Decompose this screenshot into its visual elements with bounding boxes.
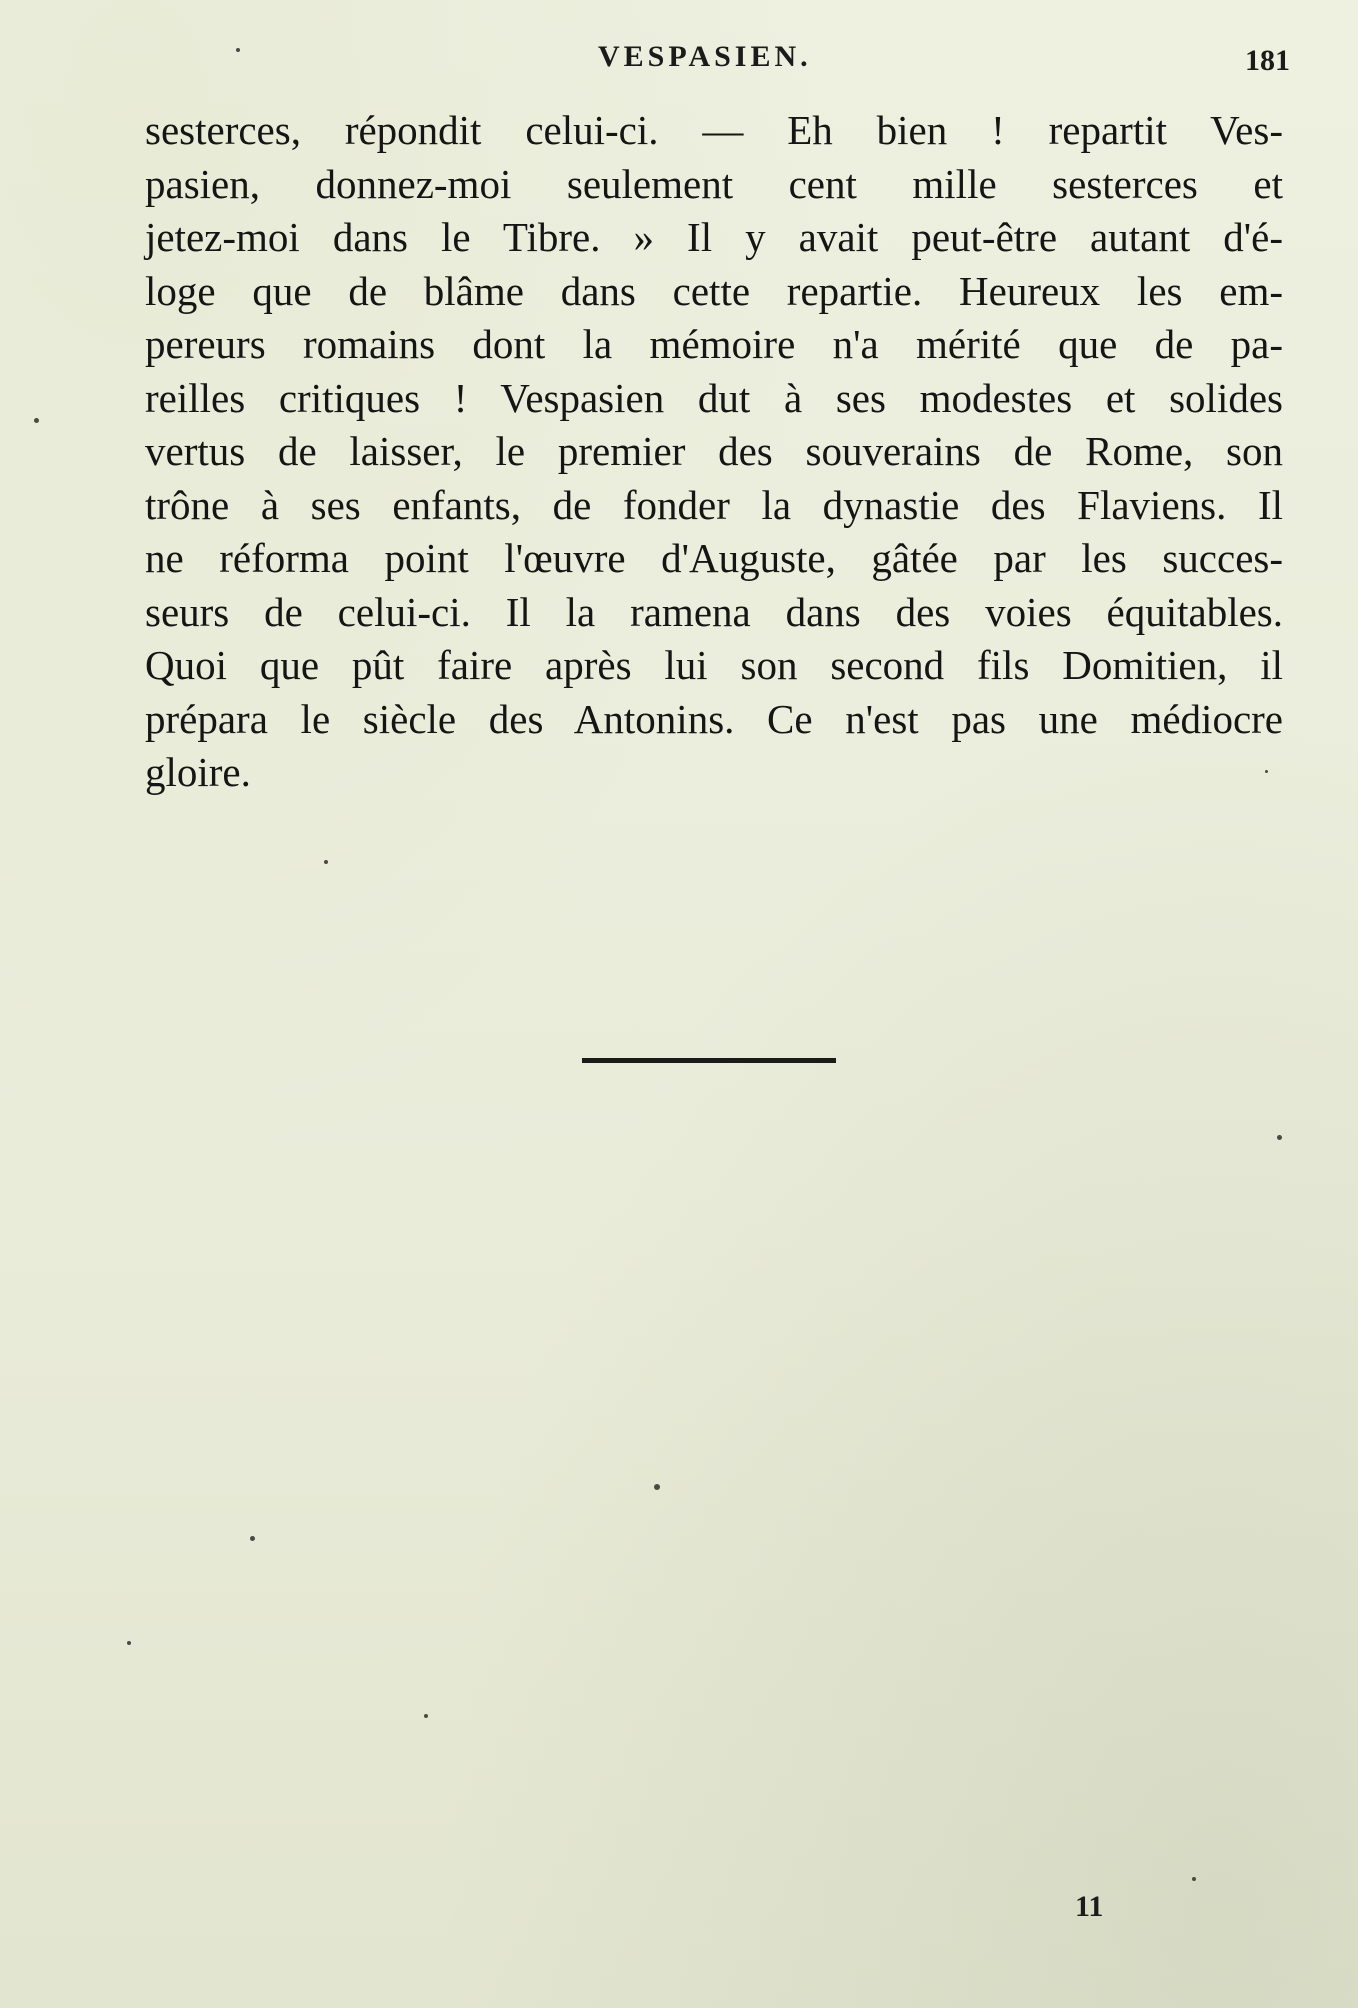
paper-speck xyxy=(34,418,39,423)
text-line: trône à ses enfants, de fonder la dynastie des Flaviens. Il xyxy=(145,481,1283,528)
paper-speck xyxy=(236,48,240,52)
chapter-end-rule xyxy=(582,1058,836,1063)
text-line: jetez-moi dans le Tibre. » Il y avait peut-être autant d'é- xyxy=(145,214,1283,260)
paper-speck xyxy=(1265,770,1268,773)
paper-speck xyxy=(424,1714,428,1718)
running-title: VESPASIEN. xyxy=(598,40,812,73)
text-line: gloire. xyxy=(145,749,251,795)
text-line: prépara le siècle des Antonins. Ce n'est pas une médiocre xyxy=(145,695,1283,742)
text-line: loge que de blâme dans cette repartie. Heureux les em- xyxy=(145,267,1283,314)
paper-speck xyxy=(654,1484,660,1490)
text-line: pasien, donnez-moi seulement cent mille sesterces et xyxy=(145,160,1283,207)
paper-speck xyxy=(1277,1135,1282,1140)
paper-speck xyxy=(250,1536,255,1541)
text-line: ne réforma point l'œuvre d'Auguste, gâtée par les succes- xyxy=(145,535,1283,581)
text-line: pereurs romains dont la mémoire n'a mérité que de pa- xyxy=(145,321,1283,367)
text-line: sesterces, répondit celui-ci. — Eh bien ! repartit Ves- xyxy=(145,107,1283,153)
page-number: 181 xyxy=(1245,44,1290,77)
running-head xyxy=(140,40,1290,90)
body-paragraph xyxy=(145,104,1283,800)
paper-speck xyxy=(324,860,328,864)
signature-mark: 11 xyxy=(1075,1890,1104,1923)
text-line: vertus de laisser, le premier des souverains de Rome, son xyxy=(145,428,1283,474)
text-line: Quoi que pût faire après lui son second fils Domitien, il xyxy=(145,642,1283,688)
paper-speck xyxy=(1192,1877,1196,1881)
text-line: seurs de celui-ci. Il la ramena dans des voies équitables. xyxy=(145,588,1283,635)
text-line: reilles critiques ! Vespasien dut à ses modestes et solides xyxy=(145,374,1283,421)
paper-speck xyxy=(127,1641,131,1645)
